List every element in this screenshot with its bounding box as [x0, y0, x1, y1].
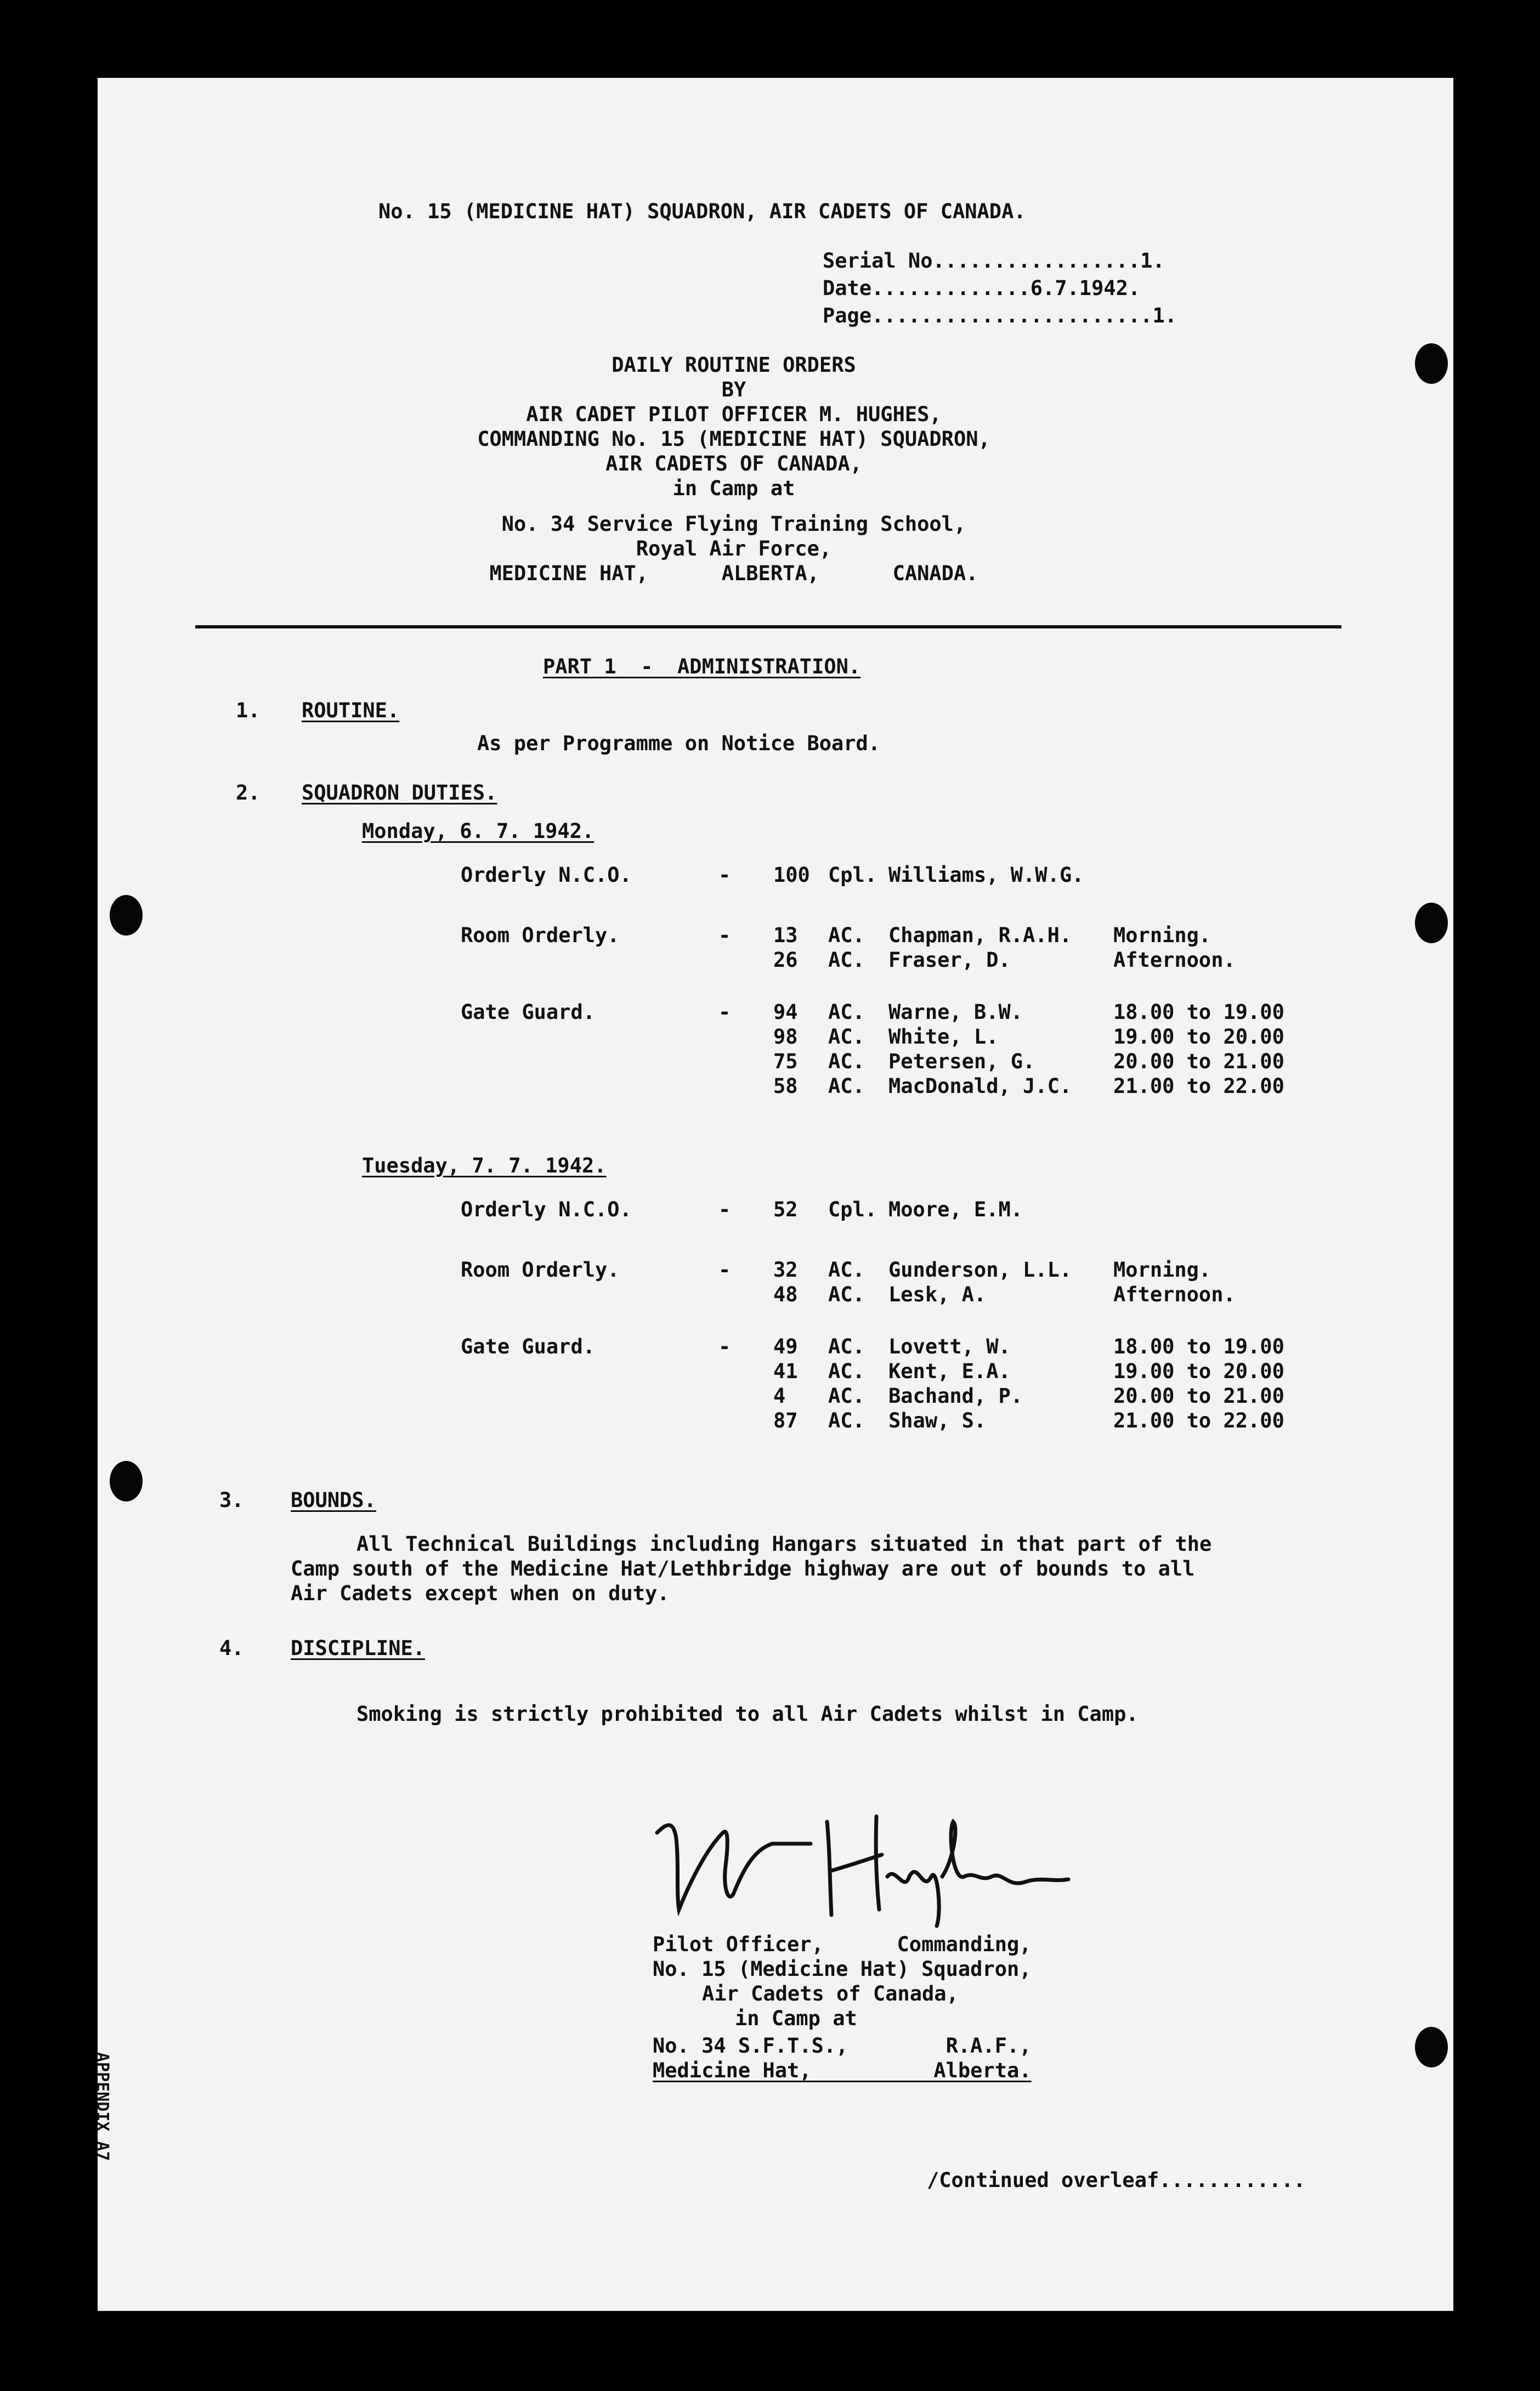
section-text: As per Programme on Notice Board.	[477, 732, 881, 755]
duty-label: Gate Guard.	[461, 1000, 596, 1024]
orders-heading-line: AIR CADET PILOT OFFICER M. HUGHES,	[526, 403, 942, 426]
signature-block-line: in Camp at	[735, 2007, 857, 2030]
cadet-rank: AC.	[828, 1384, 865, 1408]
duty-dash: -	[718, 923, 731, 947]
cadet-rank: AC.	[828, 1050, 865, 1073]
cadet-rank: Cpl.	[828, 1198, 877, 1221]
duty-time: Afternoon.	[1113, 948, 1236, 972]
duty-dash: -	[718, 863, 731, 887]
duty-time: Afternoon.	[1113, 1283, 1236, 1306]
cadet-name: Lesk, A.	[888, 1283, 987, 1306]
cadet-number: 94	[773, 1000, 798, 1024]
cadet-rank: AC.	[828, 1409, 865, 1432]
section-number: 4.	[219, 1636, 244, 1660]
cadet-name: Warne, B.W.	[888, 1000, 1023, 1024]
duty-time: Morning.	[1113, 923, 1211, 947]
section-text-line: Air Cadets except when on duty.	[291, 1582, 670, 1605]
cadet-rank: AC.	[828, 1074, 865, 1098]
section-text: Smoking is strictly prohibited to all Air Cadets whilst in Camp.	[356, 1702, 1139, 1726]
squadron-title: No. 15 (MEDICINE HAT) SQUADRON, AIR CADETS OF CANADA.	[378, 200, 1026, 223]
cadet-name: Kent, E.A.	[888, 1359, 1011, 1383]
cadet-name: Fraser, D.	[888, 948, 1011, 972]
cadet-rank: AC.	[828, 1025, 865, 1049]
cadet-rank: AC.	[828, 923, 865, 947]
duty-dash: -	[718, 1000, 731, 1024]
cadet-name: Chapman, R.A.H.	[888, 923, 1072, 947]
cadet-rank: AC.	[828, 1258, 865, 1282]
cadet-name: White, L.	[888, 1025, 999, 1049]
duty-dash: -	[718, 1335, 731, 1358]
orders-heading-line: BY	[721, 378, 746, 401]
duty-time: 20.00 to 21.00	[1113, 1050, 1284, 1073]
cadet-number: 13	[773, 923, 798, 947]
section-text-line: Camp south of the Medicine Hat/Lethbridge highway are out of bounds to all	[291, 1557, 1195, 1580]
duty-time: 21.00 to 22.00	[1113, 1409, 1284, 1432]
punch-hole	[110, 1461, 143, 1502]
heading-rule	[195, 625, 1341, 628]
punch-hole	[110, 895, 143, 936]
cadet-rank: AC.	[828, 1283, 865, 1306]
day-heading: Tuesday, 7. 7. 1942.	[362, 1154, 607, 1177]
signature-block-line: Pilot Officer, Commanding,	[653, 1933, 1032, 1956]
duty-time: 21.00 to 22.00	[1113, 1074, 1284, 1098]
cadet-number: 87	[773, 1409, 798, 1432]
punch-hole	[1415, 903, 1448, 943]
section-number: 3.	[219, 1488, 244, 1512]
duty-time: 18.00 to 19.00	[1113, 1000, 1284, 1024]
cadet-name: Bachand, P.	[888, 1384, 1023, 1408]
order-date: Date.............6.7.1942.	[823, 276, 1141, 300]
cadet-number: 98	[773, 1025, 798, 1049]
punch-hole	[1415, 343, 1448, 384]
cadet-number: 100	[773, 863, 810, 887]
page-number: Page.......................1.	[823, 304, 1177, 327]
duty-label: Room Orderly.	[461, 923, 620, 947]
cadet-name: MacDonald, J.C.	[888, 1074, 1072, 1098]
cadet-number: 49	[773, 1335, 798, 1358]
signature-block-line: No. 34 S.F.T.S., R.A.F.,	[653, 2034, 1032, 2058]
duty-label: Orderly N.C.O.	[461, 863, 632, 887]
cadet-rank: AC.	[828, 948, 865, 972]
orders-heading-line: in Camp at	[672, 477, 795, 500]
orders-heading-line: No. 34 Service Flying Training School,	[501, 512, 966, 536]
cadet-number: 75	[773, 1050, 798, 1073]
punch-hole	[1415, 2027, 1448, 2067]
section-title: BOUNDS.	[291, 1488, 376, 1512]
duty-dash: -	[718, 1258, 731, 1282]
signature-block-line: No. 15 (Medicine Hat) Squadron,	[653, 1957, 1032, 1981]
cadet-number: 4	[773, 1384, 786, 1408]
cadet-name: Williams, W.W.G.	[888, 863, 1084, 887]
part-title: PART 1 - ADMINISTRATION.	[543, 655, 861, 678]
section-number: 1.	[236, 699, 261, 722]
cadet-number: 48	[773, 1283, 798, 1306]
signature-block-line: Medicine Hat, Alberta.	[653, 2059, 1032, 2082]
cadet-number: 58	[773, 1074, 798, 1098]
handwritten-signature	[646, 1800, 1074, 1926]
duty-time: 19.00 to 20.00	[1113, 1359, 1284, 1383]
cadet-name: Petersen, G.	[888, 1050, 1035, 1073]
cadet-number: 32	[773, 1258, 798, 1282]
section-title: SQUADRON DUTIES.	[302, 781, 497, 804]
cadet-number: 26	[773, 948, 798, 972]
duty-time: 20.00 to 21.00	[1113, 1384, 1284, 1408]
cadet-rank: AC.	[828, 1335, 865, 1358]
cadet-rank: Cpl.	[828, 863, 877, 887]
orders-heading-line: COMMANDING No. 15 (MEDICINE HAT) SQUADRON,	[477, 427, 990, 451]
orders-heading-line: Royal Air Force,	[636, 537, 832, 560]
duty-time: Morning.	[1113, 1258, 1211, 1282]
cadet-number: 52	[773, 1198, 798, 1221]
orders-heading-line: AIR CADETS OF CANADA,	[605, 452, 862, 475]
section-title: ROUTINE.	[302, 699, 400, 722]
serial-number: Serial No.................1.	[823, 249, 1165, 273]
section-title: DISCIPLINE.	[291, 1636, 426, 1660]
continued-overleaf: /Continued overleaf............	[927, 2168, 1306, 2192]
duty-dash: -	[718, 1198, 731, 1221]
duty-label: Room Orderly.	[461, 1258, 620, 1282]
section-text-line: All Technical Buildings including Hangars situated in that part of the	[356, 1532, 1212, 1556]
cadet-rank: AC.	[828, 1359, 865, 1383]
cadet-name: Gunderson, L.L.	[888, 1258, 1072, 1282]
day-heading: Monday, 6. 7. 1942.	[362, 819, 595, 843]
duty-time: 19.00 to 20.00	[1113, 1025, 1284, 1049]
cadet-name: Moore, E.M.	[888, 1198, 1023, 1221]
cadet-name: Lovett, W.	[888, 1335, 1011, 1358]
cadet-number: 41	[773, 1359, 798, 1383]
duty-label: Orderly N.C.O.	[461, 1198, 632, 1221]
appendix-stamp: APPENDIX A7	[93, 2052, 112, 2161]
signature-block-line: Air Cadets of Canada,	[702, 1982, 959, 2005]
cadet-name: Shaw, S.	[888, 1409, 987, 1432]
orders-heading-line: MEDICINE HAT, ALBERTA, CANADA.	[489, 562, 978, 585]
orders-heading-line: DAILY ROUTINE ORDERS	[612, 353, 856, 377]
section-number: 2.	[236, 781, 261, 804]
document-page	[93, 78, 1453, 2311]
duty-label: Gate Guard.	[461, 1335, 596, 1358]
cadet-rank: AC.	[828, 1000, 865, 1024]
duty-time: 18.00 to 19.00	[1113, 1335, 1284, 1358]
